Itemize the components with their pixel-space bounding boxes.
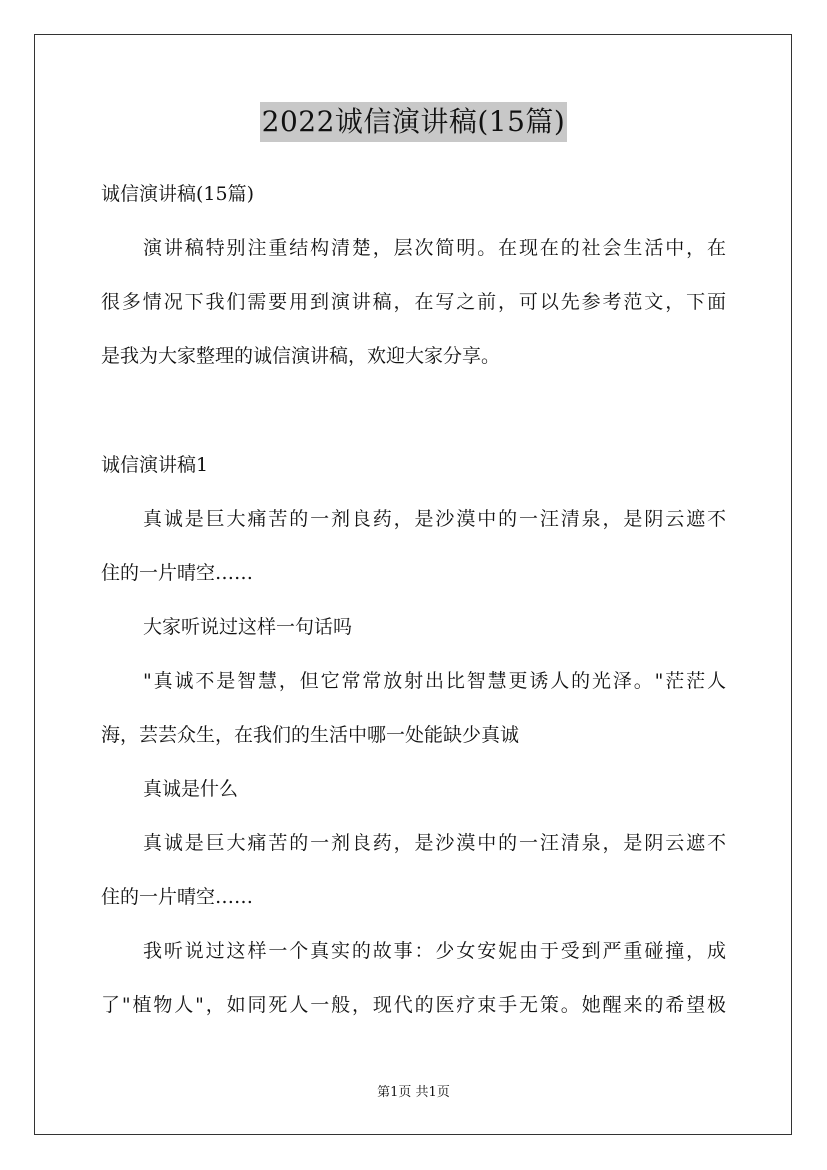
page-footer: 第1页 共1页 — [377, 1085, 450, 1100]
paragraph-line: "真诚不是智慧，但它常常放射出比智慧更诱人的光泽。"茫茫人 — [143, 670, 726, 692]
title-container — [0, 102, 827, 142]
document-title: 2022诚信演讲稿(15篇) — [260, 102, 568, 142]
paragraph-line: 大家听说过这样一句话吗 — [143, 616, 353, 638]
paragraph-line: 是我为大家整理的诚信演讲稿，欢迎大家分享。 — [101, 345, 501, 367]
paragraph-line: 住的一片晴空…… — [101, 886, 254, 908]
paragraph-line: 很多情况下我们需要用到演讲稿，在写之前，可以先参考范文，下面 — [101, 291, 726, 313]
paragraph-line: 我听说过这样一个真实的故事：少女安妮由于受到严重碰撞，成 — [143, 940, 726, 962]
paragraph-line: 真诚是什么 — [143, 778, 239, 800]
paragraph-line: 真诚是巨大痛苦的一剂良药，是沙漠中的一汪清泉，是阴云遮不 — [143, 832, 726, 854]
paragraph-line: 了"植物人"，如同死人一般，现代的医疗束手无策。她醒来的希望极 — [101, 994, 726, 1016]
paragraph-line: 真诚是巨大痛苦的一剂良药，是沙漠中的一汪清泉，是阴云遮不 — [143, 508, 726, 530]
paragraph-line: 住的一片晴空…… — [101, 562, 254, 584]
paragraph-line: 演讲稿特别注重结构清楚，层次简明。在现在的社会生活中，在 — [143, 237, 726, 259]
paragraph-line: 海，芸芸众生，在我们的生活中哪一处能缺少真诚 — [101, 724, 520, 746]
section-heading: 诚信演讲稿1 — [101, 454, 209, 476]
subtitle-line: 诚信演讲稿(15篇) — [101, 183, 255, 205]
